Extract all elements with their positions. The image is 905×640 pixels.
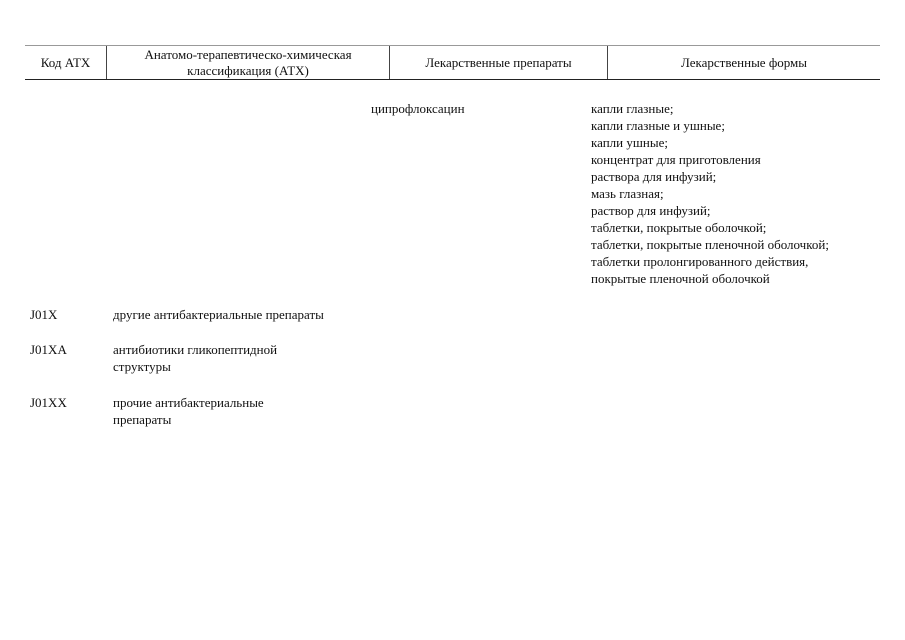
atc-code: J01XX xyxy=(30,395,67,410)
table-header xyxy=(25,45,880,80)
dosage-form-item: таблетки, покрытые оболочкой; xyxy=(591,220,767,235)
dosage-form-item: капли ушные; xyxy=(591,135,668,150)
atc-name: антибиотики гликопептидной структуры xyxy=(113,342,278,374)
atc-code: J01XA xyxy=(30,342,67,357)
header-forms: Лекарственные формы xyxy=(680,55,808,70)
dosage-form-item: концентрат для приготовления xyxy=(591,152,761,167)
dosage-form-item: раствор для инфузий; xyxy=(591,203,711,218)
atc-name: прочие антибактериальные препараты xyxy=(113,395,264,427)
dosage-form-item: покрытые пленочной оболочкой xyxy=(591,271,770,286)
drug-name: ципрофлоксацин xyxy=(371,101,465,116)
dosage-form-item: таблетки, покрытые пленочной оболочкой; xyxy=(591,237,829,252)
atc-name: другие антибактериальные препараты xyxy=(113,307,324,322)
dosage-form-item: мазь глазная; xyxy=(591,186,664,201)
header-code: Код АТХ xyxy=(25,46,107,79)
dosage-form-item: таблетки пролонгированного действия, xyxy=(591,254,809,269)
dosage-form-item: капли глазные и ушные; xyxy=(591,118,725,133)
dosage-forms-list xyxy=(591,100,881,287)
header-drugs: Лекарственные препараты xyxy=(390,46,608,79)
dosage-form-item: раствора для инфузий; xyxy=(591,169,717,184)
atc-code: J01X xyxy=(30,307,58,322)
dosage-form-item: капли глазные; xyxy=(591,101,674,116)
header-atc: Анатомо-терапевтическо-химическая классификация (АТХ) xyxy=(107,46,390,79)
